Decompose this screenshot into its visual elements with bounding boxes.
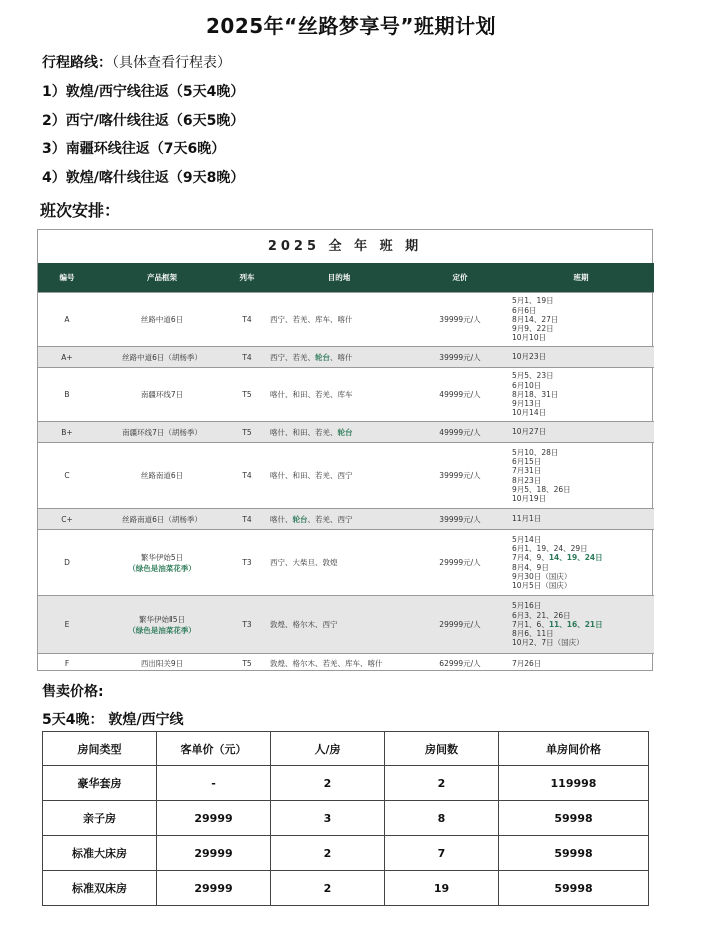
price-cell-text: 3 [323, 811, 332, 825]
date-line: 11月1日 [512, 514, 542, 524]
price-row [43, 871, 649, 906]
price-header-row [43, 732, 649, 766]
price-cell [271, 836, 385, 871]
date-line: 8月23日 [512, 475, 542, 485]
row-product [96, 596, 228, 654]
product-name: 繁华伊始5日 [140, 552, 184, 562]
date-line: 10月14日 [512, 408, 547, 418]
row-destination: 西宁、大柴旦、敦煌 [266, 530, 412, 596]
row-product [96, 293, 228, 347]
price-cell [271, 766, 385, 801]
price-cell-text: 亲子房 [83, 812, 116, 825]
row-product [96, 530, 228, 596]
price-cell-text: 豪华套房 [77, 777, 122, 790]
date-line: 5月14日 [512, 534, 542, 544]
price-header-text: 房间数 [425, 742, 458, 756]
row-dates [508, 596, 654, 654]
date-line: 7月31日 [512, 466, 542, 476]
price-cell [157, 871, 271, 906]
price-cell-text: 2 [323, 881, 332, 895]
row-price: 29999元/人 [412, 596, 508, 654]
highlight-destination: 轮台 [292, 514, 308, 524]
schedule-row [38, 443, 654, 509]
date-line [512, 553, 654, 562]
page-title: 2025年“丝路梦享号”班期计划 [206, 14, 496, 38]
row-product [96, 347, 228, 368]
price-table [42, 731, 649, 906]
row-dates [508, 654, 654, 673]
header-cell: 列车 [228, 263, 266, 293]
product-name: 丝路南道6日 [140, 471, 184, 480]
row-train: T4 [228, 509, 266, 530]
date-line: 10月27日 [512, 427, 547, 437]
row-id: B [38, 368, 96, 422]
price-header-cell [385, 732, 499, 766]
route-item: 4）敦煌/喀什线往返（9天8晚） [42, 170, 245, 186]
product-name: 丝路南道6日（胡杨季） [122, 514, 202, 524]
row-price: 39999元/人 [412, 347, 508, 368]
header-cell: 定价 [412, 263, 508, 293]
schedule-row [38, 422, 654, 443]
date-part: 日 [595, 619, 603, 629]
row-product [96, 654, 228, 673]
schedule-row [38, 509, 654, 530]
price-cell [499, 871, 649, 906]
date-line: 5月1、19日 [512, 296, 554, 306]
date-line: 6月1、19、24、29日 [512, 544, 588, 554]
price-cell [271, 801, 385, 836]
product-name: 南疆环线7日（胡杨季） [122, 427, 202, 437]
row-destination [266, 509, 412, 530]
price-row [43, 801, 649, 836]
price-header-text: 单房间价格 [546, 742, 601, 756]
product-name: 丝路中道6日（胡杨季） [122, 352, 202, 362]
header-cell: 编号 [38, 263, 96, 293]
row-train: T5 [228, 422, 266, 443]
route-item: 2）西宁/喀什线往返（6天5晚） [42, 113, 245, 129]
price-header-cell [499, 732, 649, 766]
header-cell: 目的地 [266, 263, 412, 293]
date-line: 9月13日 [512, 399, 542, 409]
price-header-text: 人/房 [314, 742, 341, 756]
price-row [43, 766, 649, 801]
row-train: T4 [228, 443, 266, 509]
row-dates [508, 347, 654, 368]
schedule-row [38, 368, 654, 422]
highlight-dates: 11、16、21 [548, 619, 596, 629]
row-price: 49999元/人 [412, 422, 508, 443]
row-id: C [38, 443, 96, 509]
price-cell-text: 29999 [194, 846, 233, 860]
route-item: 1）敦煌/西宁线往返（5天4晚） [42, 84, 245, 100]
price-cell [499, 766, 649, 801]
price-header-text: 客单价（元） [180, 742, 247, 756]
schedule-heading: 班次安排： [40, 201, 121, 220]
price-cell [499, 836, 649, 871]
row-train: T4 [228, 293, 266, 347]
row-id: A [38, 293, 96, 347]
highlight-destination: 轮台 [337, 427, 353, 437]
row-dates [508, 530, 654, 596]
price-cell-text: 2 [323, 776, 332, 790]
price-cell-text: 59998 [554, 811, 593, 825]
date-line: 10月10日 [512, 333, 547, 343]
date-line: 6月10日 [512, 380, 542, 390]
price-cell-text: 59998 [554, 881, 593, 895]
schedule-row [38, 347, 654, 368]
price-cell-text: 119998 [550, 776, 597, 790]
schedule-row [38, 293, 654, 347]
date-part: 日 [595, 553, 603, 563]
price-cell [157, 801, 271, 836]
row-dates [508, 443, 654, 509]
row-dates [508, 293, 654, 347]
price-header-cell [43, 732, 157, 766]
date-line: 7月26日 [512, 658, 542, 668]
date-line: 5月16日 [512, 601, 542, 611]
date-line: 10月5日（国庆） [512, 580, 572, 590]
row-destination: 喀什、和田、若羌、库车 [266, 368, 412, 422]
product-tag: （绿色是油菜花季） [128, 625, 196, 635]
destination-part: 西宁、若羌、 [270, 352, 315, 362]
schedule-table-image [37, 229, 653, 671]
date-line: 8月18、31日 [512, 389, 559, 399]
date-line: 6月6日 [512, 305, 537, 315]
date-line: 8月4、9日 [512, 562, 549, 572]
route-label: 行程路线： [42, 55, 112, 71]
row-price: 29999元/人 [412, 530, 508, 596]
row-dates [508, 422, 654, 443]
row-id: E [38, 596, 96, 654]
row-train: T3 [228, 596, 266, 654]
price-cell-text: 59998 [554, 846, 593, 860]
price-header-cell [157, 732, 271, 766]
row-train: T3 [228, 530, 266, 596]
row-id: F [38, 654, 96, 673]
price-cell-text: 19 [433, 881, 450, 895]
row-price: 39999元/人 [412, 509, 508, 530]
price-row [43, 836, 649, 871]
date-part: 7月4、9、 [512, 553, 549, 563]
date-line: 6月3、21、26日 [512, 610, 571, 620]
date-line: 10月2、7日（国庆） [512, 638, 584, 648]
row-destination: 敦煌、格尔木、若羌、库车、喀什 [266, 654, 412, 673]
highlight-dates: 14、19、24 [548, 553, 596, 563]
date-line: 8月14、27日 [512, 314, 559, 324]
price-cell [43, 766, 157, 801]
row-price: 49999元/人 [412, 368, 508, 422]
price-subheading: 5天4晚： 敦煌/西宁线 [42, 712, 184, 728]
highlight-destination: 轮台 [315, 352, 330, 362]
schedule-row [38, 596, 654, 654]
route-note: （具体查看行程表） [112, 55, 231, 71]
price-cell [385, 766, 499, 801]
header-cell: 产品框架 [96, 263, 228, 293]
price-cell [271, 871, 385, 906]
row-destination: 喀什、和田、若羌、西宁 [266, 443, 412, 509]
row-destination [266, 347, 412, 368]
price-header-text: 房间类型 [77, 742, 122, 756]
row-id: D [38, 530, 96, 596]
route-label-line [42, 52, 231, 72]
price-cell [385, 836, 499, 871]
date-line [512, 620, 654, 629]
price-cell [385, 801, 499, 836]
date-line: 10月19日 [512, 493, 547, 503]
row-product [96, 443, 228, 509]
price-cell-text: 7 [437, 846, 446, 860]
price-cell [43, 871, 157, 906]
price-cell [43, 801, 157, 836]
date-part: 7月1、6、 [512, 619, 549, 629]
row-destination: 西宁、若羌、库车、喀什 [266, 293, 412, 347]
price-heading: 售卖价格: [42, 684, 104, 700]
price-cell-text: 29999 [194, 881, 233, 895]
price-cell-text: - [211, 776, 216, 790]
row-train: T5 [228, 654, 266, 673]
row-destination: 敦煌、格尔木、西宁 [266, 596, 412, 654]
date-line: 9月30日（国庆） [512, 571, 572, 581]
row-id: B+ [38, 422, 96, 443]
price-cell [157, 766, 271, 801]
date-line: 9月5、18、26日 [512, 484, 571, 494]
row-price: 39999元/人 [412, 293, 508, 347]
schedule-title: 2025 全 年 班 期 [267, 239, 423, 254]
date-line: 5月10、28日 [512, 447, 559, 457]
row-price: 39999元/人 [412, 443, 508, 509]
date-line: 5月5、23日 [512, 371, 554, 381]
price-cell [499, 801, 649, 836]
row-dates [508, 509, 654, 530]
price-cell-text: 2 [437, 776, 446, 790]
date-line: 10月23日 [512, 352, 547, 362]
destination-part: 喀什、和田、若羌、 [270, 427, 338, 437]
destination-part: 喀什、 [270, 514, 293, 524]
row-train: T5 [228, 368, 266, 422]
price-cell [43, 836, 157, 871]
product-name: 丝路中道6日 [140, 315, 184, 324]
destination-part: 、喀什 [330, 352, 353, 362]
schedule-table [38, 263, 654, 673]
row-train: T4 [228, 347, 266, 368]
price-cell-text: 29999 [194, 811, 233, 825]
row-product [96, 509, 228, 530]
price-cell-text: 标准大床房 [72, 847, 127, 860]
date-line: 8月6、11日 [512, 629, 554, 639]
price-cell-text: 标准双床房 [72, 882, 127, 895]
row-destination [266, 422, 412, 443]
price-cell-text: 2 [323, 846, 332, 860]
route-item: 3）南疆环线往返（7天6晚） [42, 141, 226, 157]
schedule-row [38, 654, 654, 673]
schedule-header-row [38, 263, 654, 293]
row-price: 62999元/人 [412, 654, 508, 673]
price-header-cell [271, 732, 385, 766]
product-name: 繁华伊始Ⅱ5日 [139, 614, 185, 624]
date-line: 9月9、22日 [512, 324, 554, 334]
price-cell [385, 871, 499, 906]
row-id: C+ [38, 509, 96, 530]
row-dates [508, 368, 654, 422]
date-line: 6月15日 [512, 457, 542, 467]
product-tag: （绿色是油菜花季） [128, 563, 196, 573]
row-product [96, 422, 228, 443]
row-product [96, 368, 228, 422]
price-cell [157, 836, 271, 871]
row-id: A+ [38, 347, 96, 368]
price-cell-text: 8 [437, 811, 446, 825]
product-name: 南疆环线7日 [140, 390, 184, 399]
schedule-row [38, 530, 654, 596]
destination-part: 、若羌、西宁 [307, 514, 353, 524]
product-name: 西出阳关9日 [140, 658, 184, 668]
header-cell: 班期 [508, 263, 654, 293]
